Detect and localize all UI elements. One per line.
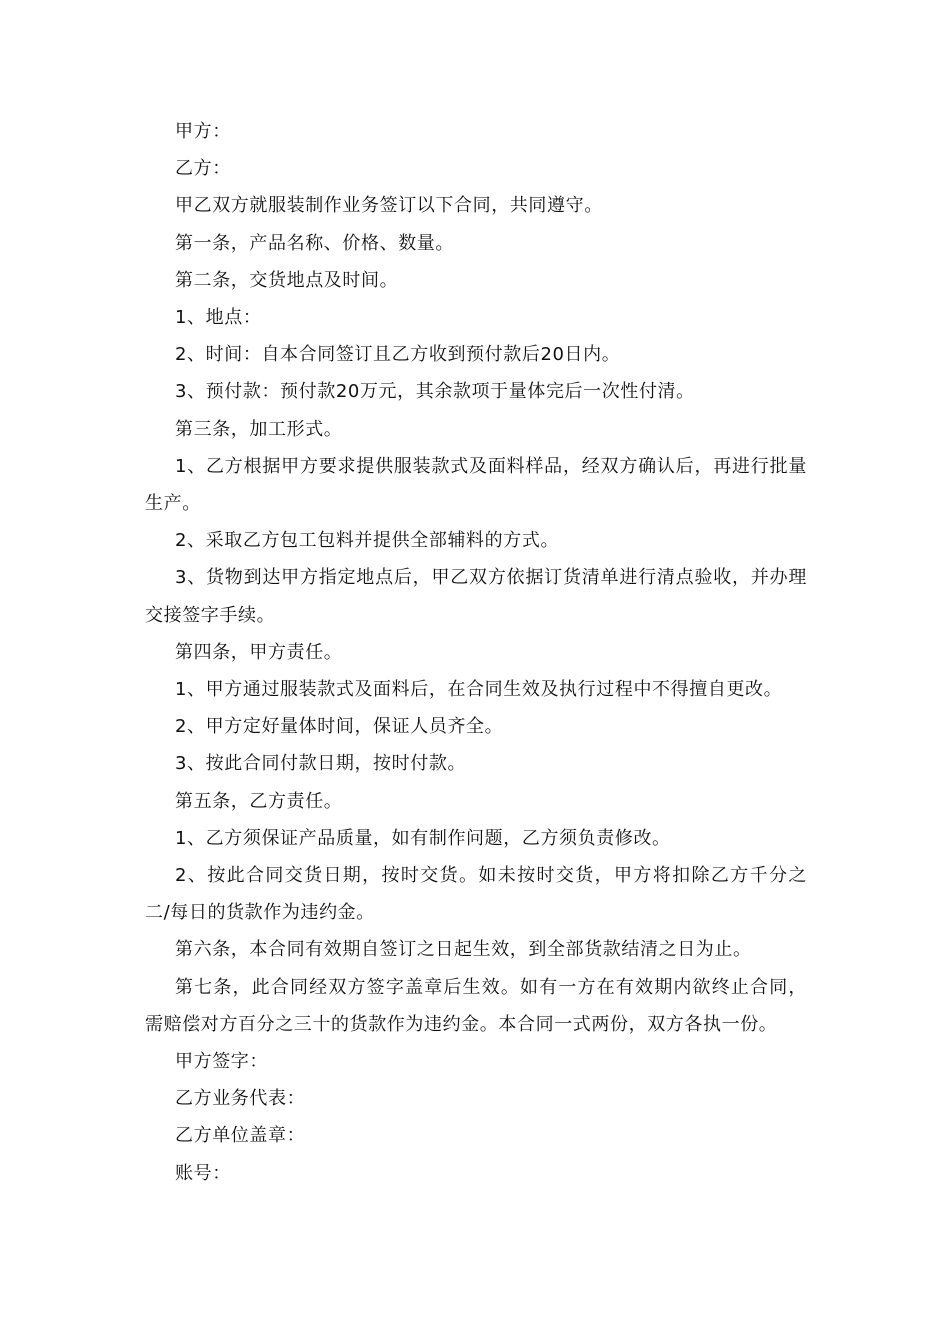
article-4-heading: 第四条，甲方责任。: [175, 641, 343, 663]
article-5-heading: 第五条，乙方责任。: [175, 790, 343, 812]
party-b-label: 乙方：: [175, 158, 231, 180]
article-5-item-1: 1、乙方须保证产品质量，如有制作问题，乙方须负责修改。: [175, 827, 671, 849]
article-1-heading: 第一条，产品名称、价格、数量。: [175, 232, 454, 254]
article-3-item-1: 1、乙方根据甲方要求提供服装款式及面料样品，经双方确认后，再进行批量生产。: [145, 455, 807, 515]
article-3-item-2: 2、采取乙方包工包料并提供全部辅料的方式。: [175, 530, 560, 552]
article-6: 第六条，本合同有效期自签订之日起生效，到全部货款结清之日为止。: [175, 939, 752, 961]
article-2-item-3: 3、预付款：预付款20万元，其余款项于量体完后一次性付清。: [175, 381, 695, 403]
article-5-item-2: 2、按此合同交货日期，按时交货。如未按时交货，甲方将扣除乙方千分之二/每日的货款作为违约金。: [145, 865, 807, 924]
article-3-heading: 第三条，加工形式。: [175, 418, 343, 440]
party-b-representative-label: 乙方业务代表：: [175, 1088, 306, 1110]
article-2-item-2: 2、时间：自本合同签订且乙方收到预付款后20日内。: [175, 344, 621, 366]
party-a-label: 甲方：: [175, 121, 231, 142]
party-a-signature-label: 甲方签字：: [175, 1051, 268, 1073]
article-4-item-2: 2、甲方定好量体时间，保证人员齐全。: [175, 716, 504, 738]
article-3-item-3: 3、货物到达甲方指定地点后，甲乙双方依据订货清单进行清点验收，并办理交接签字手续。: [145, 567, 807, 626]
article-2-heading: 第二条，交货地点及时间。: [175, 269, 399, 291]
party-b-seal-label: 乙方单位盖章：: [175, 1125, 306, 1147]
article-4-item-3: 3、按此合同付款日期，按时付款。: [175, 753, 467, 775]
article-7: 第七条，此合同经双方签字盖章后生效。如有一方在有效期内欲终止合同，需赔偿对方百分之三十的货款作为违约金。本合同一式两份，双方各执一份。: [145, 976, 807, 1035]
account-number-label: 账号：: [175, 1162, 231, 1184]
article-4-item-1: 1、甲方通过服装款式及面料后，在合同生效及执行过程中不得擅自更改。: [175, 679, 783, 701]
article-2-item-1: 1、地点：: [175, 307, 262, 329]
contract-body: [145, 113, 807, 1192]
contract-preamble: 甲乙双方就服装制作业务签订以下合同，共同遵守。: [175, 195, 603, 217]
